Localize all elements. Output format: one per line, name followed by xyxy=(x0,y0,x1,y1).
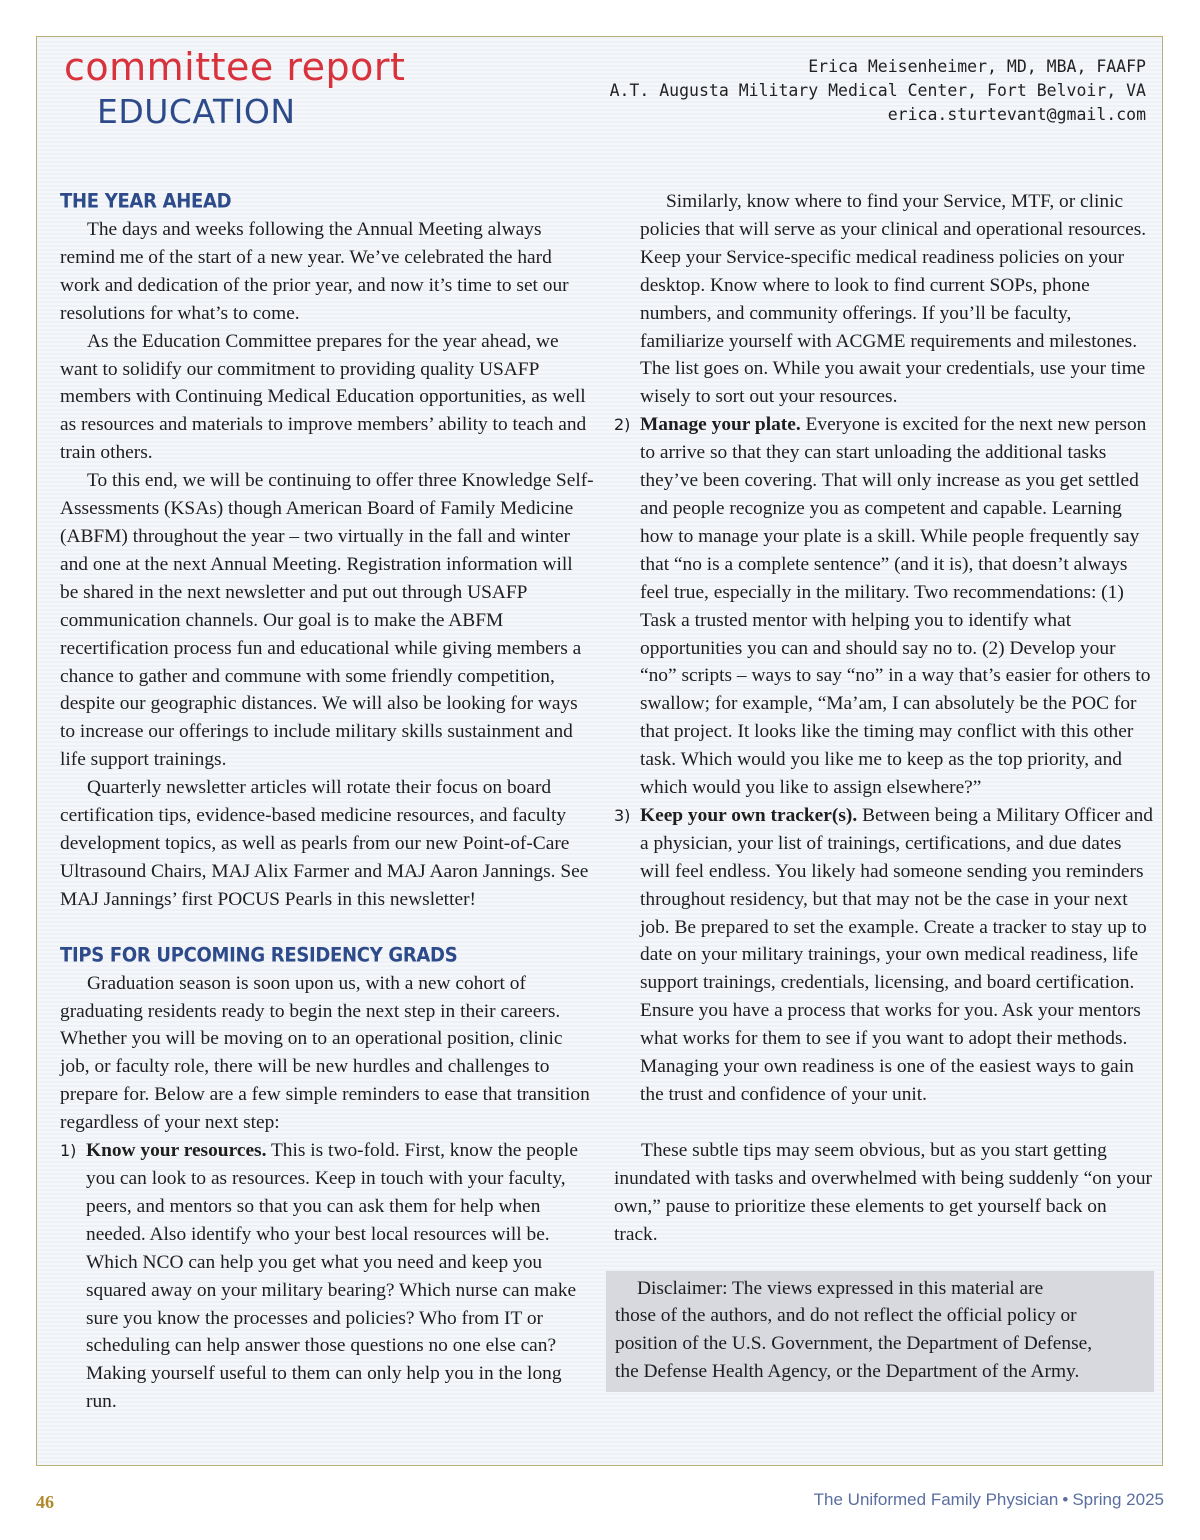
issue-date: Spring 2025 xyxy=(1072,1490,1164,1509)
list-item-title: Manage your plate. xyxy=(640,414,801,436)
paragraph: Quarterly newsletter articles will rotate their focus on board certification tips, evidence-based medicine resources, and faculty development topics, as well as pearls from our new Point-of-Care Ultrasound Chairs, MAJ Alix Farmer and MAJ Aaron Jannings. See MAJ Jannings’ first POCUS Pearls in this newsletter! xyxy=(60,777,589,910)
list-item xyxy=(614,411,1154,802)
disclaimer-line: those of the authors, and do not reflect the official policy or xyxy=(615,1305,1077,1327)
paragraph: To this end, we will be continuing to offer three Knowledge Self-Assessments (KSAs) though American Board of Family Medicine (ABFM) throughout the year – two virtually in the fall and winter and one at the next Annual Meeting. Registration information will be shared in the next newsletter and put out through USAFP communication channels. Our goal is to make the ABFM recertification process fun and educational while giving members a chance to gather and commune with some friendly competition, despite our geographic distances. We will also be looking for ways to increase our offerings to include military skills sustainment and life support trainings. xyxy=(60,470,594,771)
list-item xyxy=(60,1137,595,1416)
paragraph: Graduation season is soon upon us, with a new cohort of graduating residents ready to begin the next step in their careers. Whether you will be moving on to an operational position, clinic job, or faculty role, there will be new hurdles and challenges to prepare for. Below are a few simple reminders to ease that transition regardless of your next step: xyxy=(60,972,590,1134)
list-item-text: This is two-fold. First, know the people you can look to as resources. Keep in touch with your faculty, peers, and mentors so that you can ask them for help when needed. Also identify who your best local resources will be. Which NCO can help you get what you need and keep you squared away on your military bearing? Which nurse can make sure you know the processes and policies? Who from IT or scheduling can help answer those questions no one else can? Making yourself useful to them can only help you in the long run. xyxy=(86,1140,578,1413)
disclaimer-line: position of the U.S. Government, the Department of Defense, xyxy=(615,1333,1093,1355)
right-column xyxy=(614,188,1154,1392)
closing-paragraph: These subtle tips may seem obvious, but as you start getting inundated with tasks and overwhelmed with being suddenly “on your own,” pause to prioritize these elements to get yourself back on track. xyxy=(614,1139,1152,1245)
author-affiliation: A.T. Augusta Military Medical Center, Fort Belvoir, VA xyxy=(609,81,1146,100)
disclaimer-line: Disclaimer: The views expressed in this material are xyxy=(637,1277,1044,1299)
section-heading-year-ahead: THE YEAR AHEAD xyxy=(60,190,232,213)
author-block xyxy=(610,55,1146,127)
author-email[interactable]: erica.sturtevant@gmail.com xyxy=(887,105,1146,124)
paragraph: As the Education Committee prepares for the year ahead, we want to solidify our commitment to providing quality USAFP members with Continuing Medical Education opportunities, as well as resources and materials to improve members’ ability to teach and train others. xyxy=(60,330,587,464)
left-column xyxy=(60,188,595,1416)
separator-dot: • xyxy=(1062,1490,1069,1509)
list-item-title: Know your resources. xyxy=(86,1140,267,1162)
list-number: 2) xyxy=(614,415,631,435)
author-name: Erica Meisenheimer, MD, MBA, FAAFP xyxy=(808,57,1146,76)
list-item-continuation: Similarly, know where to find your Service, MTF, or clinic policies that will serve as your clinical and operational resources. Keep your Service-specific medical readiness policies on your desktop. Know where to look to find current SOPs, phone numbers, and community offerings. If you’ll be faculty, familiarize yourself with ACGME requirements and milestones. The list goes on. While you await your credentials, use your time wisely to sort out your resources. xyxy=(640,191,1147,408)
section-heading-tips: TIPS FOR UPCOMING RESIDENCY GRADS xyxy=(60,943,458,967)
list-number: 1) xyxy=(60,1141,77,1161)
list-item-text: Between being a Military Officer and a physician, your list of trainings, certifications, and due dates will feel endless. You likely had someone sending you reminders throughout residency, but that may not be the case in your next job. Be prepared to set the example. Create a tracker to stay up to date on your military trainings, your own medical readiness, life support trainings, credentials, licensing, and board certification. Ensure you have a process that works for you. Ask your mentors what works for them to see if you want to adopt their methods. Managing your own readiness is one of the easiest ways to gain the trust and confidence of your unit. xyxy=(640,804,1154,1105)
disclaimer-box xyxy=(606,1271,1154,1393)
disclaimer-line: the Defense Health Agency, or the Department of the Army. xyxy=(615,1361,1080,1383)
list-item-title: Keep your own tracker(s). xyxy=(640,804,858,826)
paragraph: The days and weeks following the Annual Meeting always remind me of the start of a new year. We’ve celebrated the hard work and dedication of the prior year, and now it’s time to set our resolutions for what’s to come. xyxy=(60,219,569,324)
committee-report-kicker: committee report xyxy=(64,45,406,89)
list-item-text: Everyone is excited for the next new person to arrive so that they can start unloading the additional tasks they’ve been covering. That will only increase as you get settled and people recognize you as competent and capable. Learning how to manage your plate is a skill. While people frequently say that “no is a complete sentence” (and it is), that doesn’t always feel true, especially in the military. Two recommendations: (1) Task a trusted mentor with helping you to identify what opportunities you can and should say no to. (2) Develop your “no” scripts – ways to say “no” in a way that’s easier for others to swallow; for example, “Ma’am, I can absolutely be the POC for that project. It looks like the timing may conflict with this other task. Which would you like me to keep as the top priority, and which would you like to assign elsewhere?” xyxy=(640,414,1151,799)
page-number: 46 xyxy=(36,1492,54,1512)
publication-footer xyxy=(814,1490,1164,1510)
list-number: 3) xyxy=(614,805,631,825)
list-item xyxy=(614,802,1154,1109)
committee-title: EDUCATION xyxy=(97,92,296,131)
publication-name: The Uniformed Family Physician xyxy=(813,1490,1059,1509)
